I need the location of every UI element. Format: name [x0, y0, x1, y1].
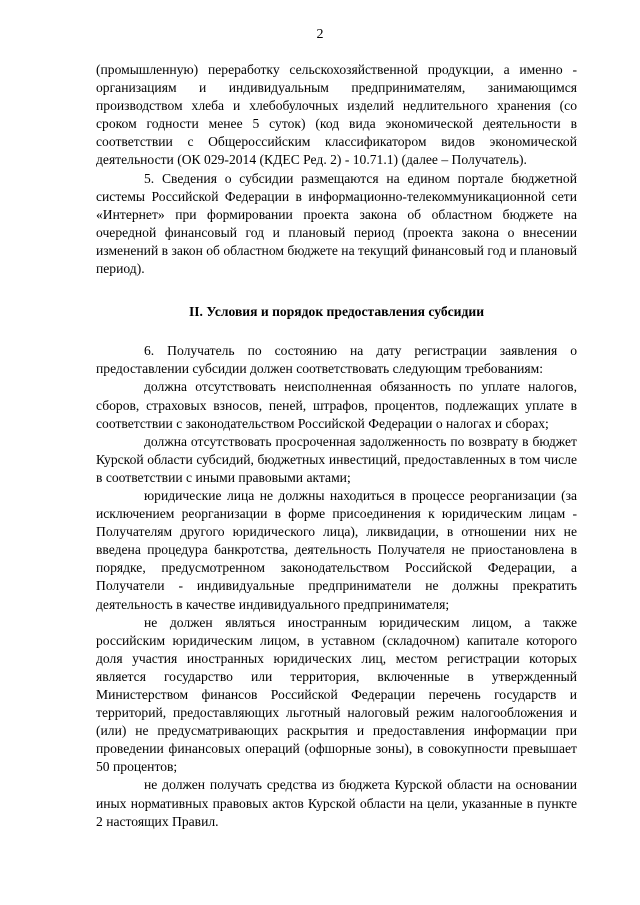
requirement-other-funds: не должен получать средства из бюджета Курской области на основании иных нормативных правовых актов Курской области на цели, указанные в пункте 2 настоящих Правил.	[96, 777, 577, 829]
section-heading: II. Условия и порядок предоставления субсидии	[188, 304, 485, 320]
requirement-taxes: должна отсутствовать неисполненная обязанность по уплате налогов, сборов, страховых взносов, пеней, штрафов, процентов, подлежащих уплате в соответствии с законодательством Российской Федерации о налогах и сборах;	[96, 379, 577, 431]
paragraph-6: 6. Получатель по состоянию на дату регистрации заявления о предоставлении субсидии должен соответствовать следующим требованиям:	[96, 343, 577, 377]
paragraph-continuation: (промышленную) переработку сельскохозяйственной продукции, а именно - организациям и индивидуальным предпринимателям, занимающимся производством хлеба и хлебобулочных изделий недлительного хранения (со сроком годности менее 5 суток) (код вида экономической деятельности в соответствии с Общероссийским классификатором видов экономической деятельности (ОК 029-2014 (КДЕС Ред. 2) - 10.71.1) (далее – Получатель).	[96, 62, 577, 168]
page-number: 2	[316, 27, 324, 42]
requirement-foreign-entity: не должен являться иностранным юридическим лицом, а также российским юридическим лицом, в уставном (складочном) капитале которого доля участия иностранных юридических лиц, местом регистрации которых является государство или территория, включенные в утвержденный Министерством финансов Российской Федерации перечень государств и территорий, предоставляющих льготный налоговый режим налогообложения и (или) не предусматривающих раскрытия и предоставления информации при проведении финансовых операций (офшорные зоны), в совокупности превышает 50 процентов;	[96, 614, 577, 775]
paragraph-5: 5. Сведения о субсидии размещаются на едином портале бюджетной системы Российской Федерации в информационно-телекоммуникационной сети «Интернет» при формировании проекта закона об областном бюджете на очередной финансовый год и плановый период (проекта закона о внесении изменений в закон об областном бюджете на текущий финансовый год и плановый период).	[96, 170, 577, 277]
requirement-debt: должна отсутствовать просроченная задолженность по возврату в бюджет Курской области субсидий, бюджетных инвестиций, предоставленных в том числе в соответствии с иными правовыми актами;	[96, 433, 577, 485]
document-body	[96, 61, 577, 831]
requirement-reorganization: юридические лица не должны находиться в процессе реорганизации (за исключением реорганизации в форме присоединения к юридическим лицам - Получателям другого юридического лица), ликвидации, в отношении них не введена процедура банкротства, деятельность Получателя не приостановлена в порядке, предусмотренном законодательством Российской Федерации, а Получатели - индивидуальные предприниматели не должны прекратить деятельность в качестве индивидуального предпринимателя;	[96, 487, 577, 612]
